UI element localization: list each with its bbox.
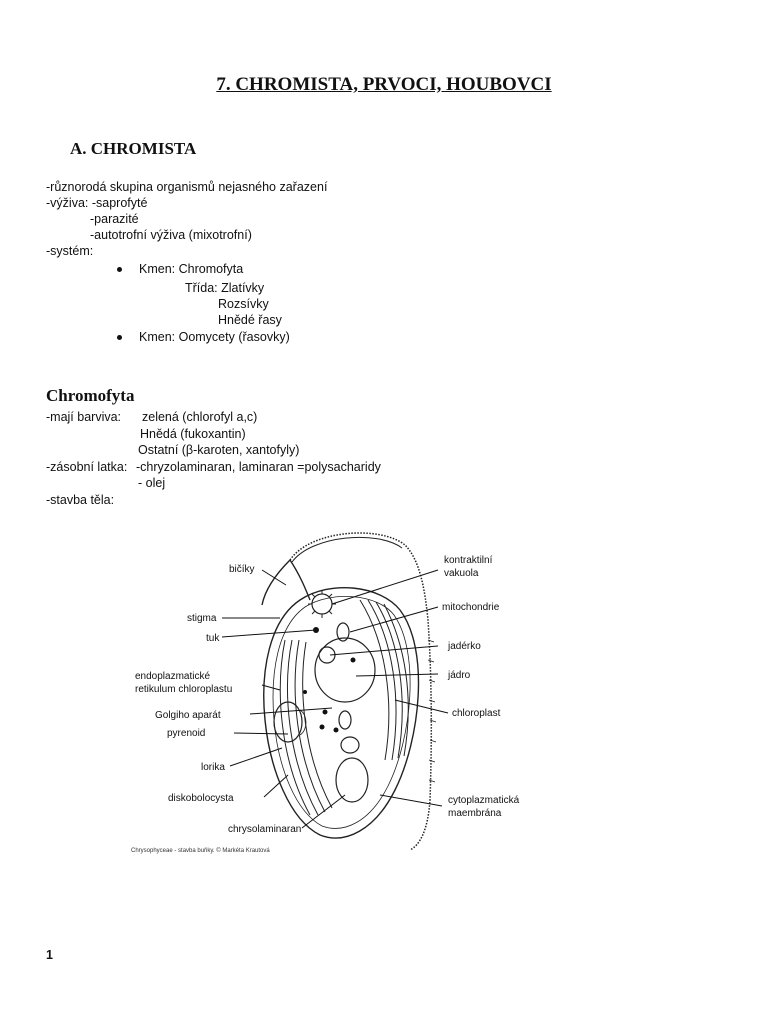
pigment-green: zelená (chlorofyl a,c) (142, 410, 258, 424)
phylum-oomycety: Kmen: Oomycety (řasovky) (139, 330, 290, 344)
line-autotrophic: -autotrofní výživa (mixotrofní) (90, 228, 252, 242)
line-diverse-group: -různorodá skupina organismů nejasného zařazení (46, 180, 328, 194)
chromofyta-heading: Chromofyta (46, 386, 135, 405)
figure-caption: Chrysophyceae - stavba buňky. © Markéta Krautová (131, 848, 270, 854)
section-a-heading: A. CHROMISTA (70, 139, 197, 158)
label-nucleus: jádro (448, 670, 471, 681)
pigments-label: -mají barviva: (46, 410, 122, 424)
line-system: -systém: (46, 244, 94, 258)
label-cytoplasmic-1: cytoplazmatická (448, 795, 520, 806)
class-item-brown-algae: Hnědé řasy (218, 313, 282, 327)
line-nutrition: -výživa: -saprofyté (46, 196, 148, 210)
storage-polysaccharides: -chryzolaminaran, laminaran =polysacharidy (136, 460, 381, 474)
bullet-icon (117, 335, 122, 340)
label-golgi: Golgiho aparát (155, 710, 221, 721)
line-parasites: -parazité (90, 212, 139, 226)
label-nucleolus: jadérko (448, 641, 481, 652)
label-pyrenoid: pyrenoid (167, 728, 206, 739)
label-flagella: bičíky (229, 564, 255, 575)
label-discobolocyst: diskobolocysta (168, 793, 234, 804)
class-label: Třída: Zlatívky (185, 281, 265, 295)
label-er-1: endoplazmatické (135, 671, 211, 682)
label-fat: tuk (206, 633, 220, 644)
label-chrysolaminaran: chrysolaminaran (228, 824, 302, 835)
class-item-diatoms: Rozsívky (218, 297, 269, 311)
pigment-other: Ostatní (β-karoten, xantofyly) (138, 443, 300, 457)
label-contractile-2: vakuola (444, 568, 479, 579)
storage-label: -zásobní latka: (46, 460, 128, 474)
page-number: 1 (46, 948, 53, 962)
label-lorica: lorika (201, 762, 225, 773)
label-stigma: stigma (187, 613, 217, 624)
pigment-brown: Hnědá (fukoxantin) (140, 427, 246, 441)
page-title: 7. CHROMISTA, PRVOCI, HOUBOVCI (216, 74, 552, 95)
chrysophyceae-cell-diagram (120, 520, 540, 860)
label-mitochondria: mitochondrie (442, 602, 500, 613)
body-structure-label: -stavba těla: (46, 493, 115, 507)
label-er-2: retikulum chloroplastu (135, 684, 233, 695)
label-cytoplasmic-2: maembrána (448, 808, 502, 819)
phylum-chromofyta: Kmen: Chromofyta (139, 262, 244, 276)
bullet-icon (117, 267, 122, 272)
storage-oil: - olej (138, 476, 166, 490)
label-chloroplast: chloroplast (452, 708, 501, 719)
label-contractile-1: kontraktilní (444, 555, 493, 566)
